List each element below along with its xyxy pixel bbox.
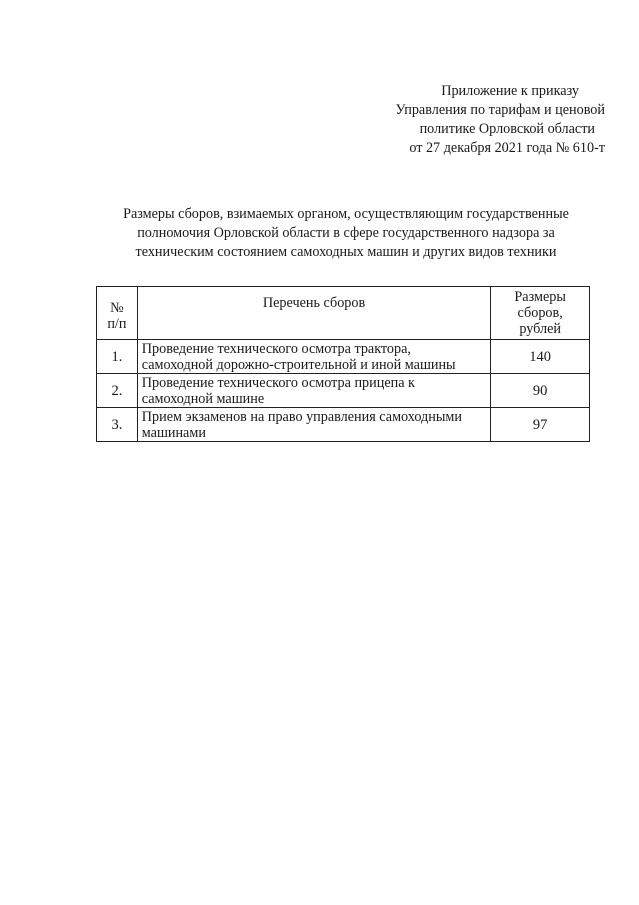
row-size: 97	[491, 408, 590, 442]
row-name-line: Проведение технического осмотра трактора,	[141, 340, 411, 357]
row-name	[137, 340, 491, 374]
row-name-line: самоходной дорожно-строительной и иной машины	[141, 356, 456, 373]
appendix-header	[300, 82, 605, 158]
appendix-line: Приложение к приказу	[441, 83, 579, 99]
header-num	[97, 287, 138, 340]
title-line: Размеры сборов, взимаемых органом, осуществляющим государственные	[123, 206, 569, 222]
appendix-line: политике Орловской области	[419, 121, 595, 137]
row-size: 90	[491, 374, 590, 408]
row-num: 3.	[97, 408, 138, 442]
fees-table	[96, 286, 590, 442]
row-num: 2.	[97, 374, 138, 408]
header-size-line: Размеры	[514, 289, 566, 305]
header-name-text: Перечень сборов	[262, 295, 366, 311]
appendix-line: от 27 декабря 2021 года № 610-т	[409, 140, 605, 156]
row-name-line: самоходной машине	[141, 390, 265, 407]
row-num: 1.	[97, 340, 138, 374]
row-name-line: Проведение технического осмотра прицепа к	[141, 374, 415, 391]
row-size: 140	[491, 340, 590, 374]
title-line: техническим состоянием самоходных машин и других видов техники	[135, 244, 557, 260]
table-row	[97, 408, 590, 442]
row-name	[137, 374, 491, 408]
header-size-line: сборов,	[517, 305, 563, 321]
row-name-line: машинами	[141, 424, 206, 441]
title-line: полномочия Орловской области в сфере государственного надзора за	[137, 225, 555, 241]
table-row	[97, 374, 590, 408]
header-size	[491, 287, 590, 340]
table-row	[97, 340, 590, 374]
appendix-line: Управления по тарифам и ценовой	[395, 102, 605, 118]
row-name	[137, 408, 491, 442]
row-name-line: Прием экзаменов на право управления самоходными	[141, 408, 462, 425]
document-title	[96, 205, 596, 262]
header-name	[137, 287, 491, 340]
header-num-line: №	[110, 299, 124, 316]
header-num-line: п/п	[107, 315, 127, 332]
header-size-line: рублей	[519, 321, 561, 337]
table-header-row	[97, 287, 590, 340]
